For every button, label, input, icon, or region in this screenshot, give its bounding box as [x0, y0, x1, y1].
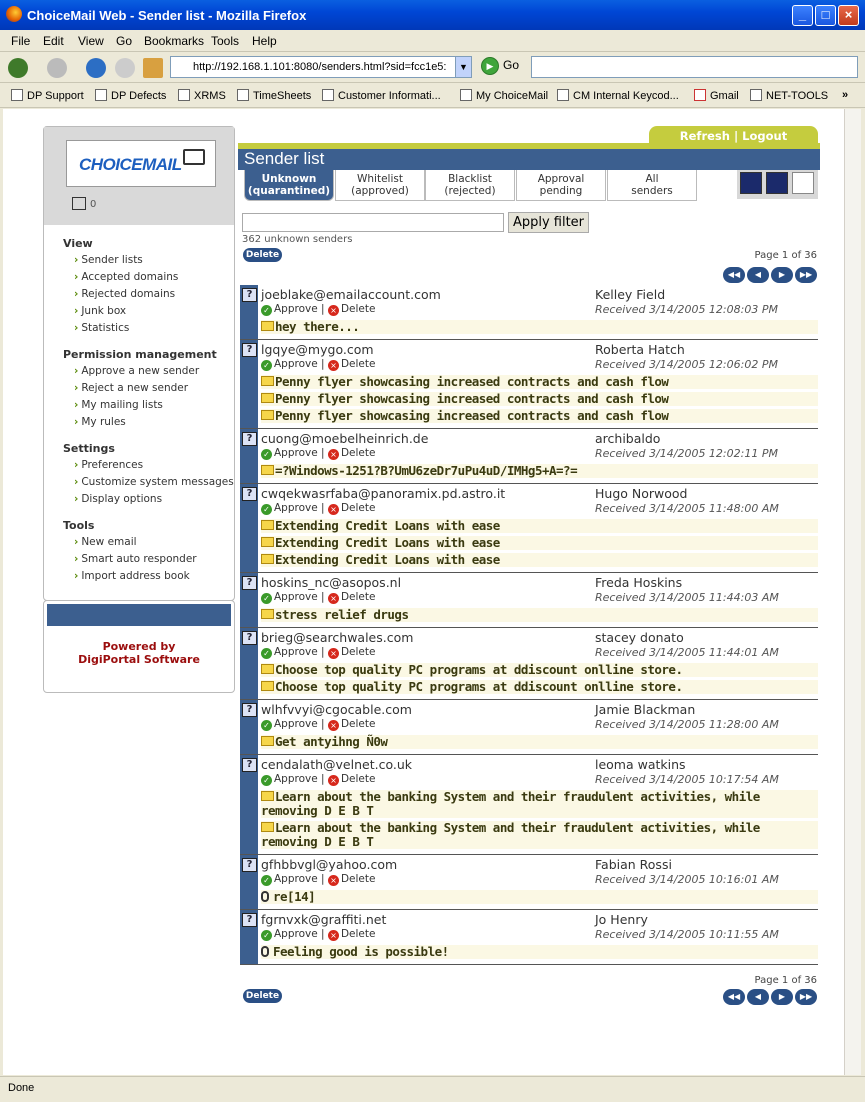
- sender-name: Roberta Hatch: [595, 342, 685, 357]
- bookmark-dp-support[interactable]: DP Support: [11, 89, 84, 102]
- page-info-top: Page 1 of 36: [754, 250, 817, 261]
- nav-import-address-book[interactable]: › Import address book: [74, 570, 190, 582]
- reload-icon[interactable]: [86, 58, 106, 78]
- powered-header-bar: [47, 604, 231, 626]
- delete-link[interactable]: Delete: [340, 358, 376, 370]
- envelope-icon: [261, 681, 274, 691]
- sender-email[interactable]: fgrnvxk@graffiti.net: [261, 912, 387, 927]
- forward-icon[interactable]: [47, 58, 67, 78]
- help-icon[interactable]: ?: [242, 758, 257, 772]
- sender-actions: [261, 718, 375, 731]
- prev-page-icon[interactable]: ◀: [747, 267, 769, 283]
- sender-entry: [240, 855, 818, 910]
- action-separator: |: [321, 718, 325, 730]
- nav-rejected-domains[interactable]: › Rejected domains: [74, 288, 175, 300]
- action-separator: |: [321, 646, 325, 658]
- last-page-icon[interactable]: ▶▶: [795, 267, 817, 283]
- tab-approval-pending[interactable]: Approval pending: [516, 170, 606, 201]
- action-separator: |: [321, 591, 325, 603]
- help-icon[interactable]: ?: [242, 432, 257, 446]
- message-subject[interactable]: Extending Credit Loans with ease: [261, 519, 818, 533]
- bookmark-customer-info[interactable]: Customer Informati...: [322, 89, 441, 102]
- sender-actions: [261, 591, 375, 604]
- help-icon[interactable]: ?: [242, 913, 257, 927]
- section-view: View: [63, 237, 93, 250]
- subject-list: [261, 464, 818, 481]
- approve-link[interactable]: Approve: [274, 773, 318, 785]
- sender-name: Jo Henry: [595, 912, 648, 927]
- address-bar[interactable]: [170, 56, 472, 78]
- envelope-icon: [261, 791, 274, 801]
- nav-my-mailing-lists[interactable]: › My mailing lists: [74, 399, 163, 411]
- logo-area: [44, 127, 234, 225]
- sender-name: Freda Hoskins: [595, 575, 683, 590]
- page-info-bottom: Page 1 of 36: [754, 975, 817, 986]
- message-subject[interactable]: Choose top quality PC programs at ddiscount onlline store.: [261, 663, 818, 677]
- attachment-icon: [261, 946, 269, 957]
- tab-unknown[interactable]: Unknown (quarantined): [244, 170, 334, 201]
- message-subject[interactable]: Choose top quality PC programs at ddiscount onlline store.: [261, 680, 818, 694]
- sender-actions: [261, 303, 375, 316]
- bookmarks-bar: [0, 84, 865, 108]
- bookmark-timesheets[interactable]: TimeSheets: [237, 89, 311, 102]
- delete-link[interactable]: Delete: [340, 646, 376, 658]
- sender-name: Kelley Field: [595, 287, 666, 302]
- message-subject[interactable]: Extending Credit Loans with ease: [261, 553, 818, 567]
- url-text: http://192.168.1.101:8080/senders.html?sid=fcc1e5:: [193, 61, 447, 73]
- delete-icon[interactable]: ×: [328, 504, 339, 515]
- delete-link[interactable]: Delete: [340, 718, 376, 730]
- sender-entry: [240, 573, 818, 628]
- approve-link[interactable]: Approve: [274, 502, 318, 514]
- envelope-icon: [261, 609, 274, 619]
- firefox-icon: [6, 6, 22, 22]
- subject-list: [261, 735, 818, 752]
- choicemail-logo: [66, 140, 216, 187]
- help-icon[interactable]: ?: [242, 288, 257, 302]
- received-time: Received 3/14/2005 11:48:00 AM: [595, 502, 779, 515]
- delete-icon[interactable]: ×: [328, 775, 339, 786]
- delete-icon[interactable]: ×: [328, 449, 339, 460]
- bookmarks-overflow-icon[interactable]: »: [842, 89, 849, 101]
- tab-all-senders[interactable]: All senders: [607, 170, 697, 201]
- sidebar: [43, 126, 235, 601]
- sender-email[interactable]: cwqekwasrfaba@panoramix.pd.astro.it: [261, 486, 506, 501]
- bookmark-xrms[interactable]: XRMS: [178, 89, 226, 102]
- approve-icon[interactable]: ✓: [261, 593, 272, 604]
- approve-link[interactable]: Approve: [274, 591, 318, 603]
- url-dropdown-icon[interactable]: ▼: [455, 57, 471, 77]
- help-icon[interactable]: ?: [242, 631, 257, 645]
- subject-list: [261, 663, 818, 697]
- message-subject[interactable]: hey there...: [261, 320, 818, 334]
- mail-icon[interactable]: [766, 172, 788, 194]
- sender-email[interactable]: cuong@moebelheinrich.de: [261, 431, 429, 446]
- message-subject[interactable]: Penny flyer showcasing increased contracts and cash flow: [261, 392, 818, 406]
- help-icon[interactable]: ?: [242, 487, 257, 501]
- section-permission-management: Permission management: [63, 348, 217, 361]
- sender-actions: [261, 773, 375, 786]
- sender-actions: [261, 447, 375, 460]
- message-subject[interactable]: =?Windows-1251?B?UmU6zeDr7uPu4uD/IMHg5+A=?=: [261, 464, 818, 478]
- sender-email[interactable]: wlhfvvyi@cgocable.com: [261, 702, 412, 717]
- go-button[interactable]: [481, 57, 519, 75]
- sender-name: Jamie Blackman: [595, 702, 696, 717]
- sender-entry: [240, 628, 818, 700]
- received-time: Received 3/14/2005 11:44:01 AM: [595, 646, 779, 659]
- last-page-icon[interactable]: ▶▶: [795, 989, 817, 1005]
- help-icon[interactable]: ?: [242, 703, 257, 717]
- approve-link[interactable]: Approve: [274, 718, 318, 730]
- delete-icon[interactable]: ×: [328, 720, 339, 731]
- prev-page-icon[interactable]: ◀: [747, 989, 769, 1005]
- menu-go[interactable]: Go: [116, 34, 133, 48]
- refresh-logout-links[interactable]: Refresh | Logout: [649, 126, 818, 147]
- delete-link[interactable]: Delete: [340, 447, 376, 459]
- nav-display-options[interactable]: › Display options: [74, 493, 162, 505]
- approve-icon[interactable]: ✓: [261, 775, 272, 786]
- nav-preferences[interactable]: › Preferences: [74, 459, 143, 471]
- delete-link[interactable]: Delete: [340, 873, 376, 885]
- go-icon: ▶: [481, 57, 499, 75]
- envelope-icon: [183, 149, 205, 165]
- powered-by-box: [43, 600, 235, 693]
- sender-actions: [261, 358, 375, 371]
- delete-button-bottom[interactable]: Delete: [243, 989, 282, 1003]
- sender-entry: [240, 285, 818, 340]
- menu-file[interactable]: File: [11, 34, 31, 48]
- vertical-scrollbar[interactable]: [844, 109, 861, 1075]
- nav-statistics[interactable]: › Statistics: [74, 322, 129, 334]
- message-subject[interactable]: Learn about the banking System and their fraudulent activities, while removing D E B T: [261, 790, 818, 818]
- sender-name: Fabian Rossi: [595, 857, 672, 872]
- action-separator: |: [321, 928, 325, 940]
- filter-input[interactable]: [242, 213, 504, 232]
- approve-icon[interactable]: ✓: [261, 305, 272, 316]
- received-time: Received 3/14/2005 10:16:01 AM: [595, 873, 779, 886]
- nav-smart-auto-responder[interactable]: › Smart auto responder: [74, 553, 197, 565]
- received-time: Received 3/14/2005 12:02:11 PM: [595, 447, 778, 460]
- delete-button-top[interactable]: Delete: [243, 248, 282, 262]
- sender-count: 362 unknown senders: [242, 234, 353, 245]
- back-icon[interactable]: [8, 58, 28, 78]
- sender-name: Hugo Norwood: [595, 486, 688, 501]
- menu-bar: [0, 30, 865, 52]
- envelope-icon: [261, 537, 274, 547]
- powered-by-text[interactable]: Powered by DigiPortal Software: [78, 640, 200, 666]
- sender-actions: [261, 928, 375, 941]
- stop-icon[interactable]: [115, 58, 135, 78]
- envelope-icon: [261, 410, 274, 420]
- inbox-icon: [72, 197, 86, 210]
- delete-icon[interactable]: ×: [328, 930, 339, 941]
- window-titlebar: [0, 0, 865, 30]
- delete-icon[interactable]: ×: [328, 593, 339, 604]
- attachment-icon: [261, 891, 269, 902]
- menu-help[interactable]: Help: [252, 34, 277, 48]
- tab-whitelist[interactable]: Whitelist (approved): [335, 170, 425, 201]
- nav-accepted-domains[interactable]: › Accepted domains: [74, 271, 178, 283]
- envelope-icon: [261, 393, 274, 403]
- delete-icon[interactable]: ×: [328, 648, 339, 659]
- approve-icon[interactable]: ✓: [261, 875, 272, 886]
- subject-list: [261, 890, 818, 907]
- bookmark-icon: [750, 89, 762, 101]
- approve-icon[interactable]: ✓: [261, 504, 272, 515]
- sender-actions: [261, 873, 375, 886]
- first-page-icon[interactable]: ◀◀: [723, 267, 745, 283]
- delete-link[interactable]: Delete: [340, 303, 376, 315]
- delete-link[interactable]: Delete: [340, 591, 376, 603]
- search-icon[interactable]: [740, 172, 762, 194]
- sender-actions: [261, 502, 375, 515]
- sender-name: archibaldo: [595, 431, 661, 446]
- approve-link[interactable]: Approve: [274, 928, 318, 940]
- message-subject[interactable]: Extending Credit Loans with ease: [261, 536, 818, 550]
- bookmark-icon: [95, 89, 107, 101]
- window-title: ChoiceMail Web - Sender list - Mozilla Firefox: [27, 8, 307, 23]
- approve-icon[interactable]: ✓: [261, 360, 272, 371]
- page-title: Sender list: [238, 149, 820, 170]
- envelope-icon: [261, 736, 274, 746]
- nav-my-rules[interactable]: › My rules: [74, 416, 126, 428]
- bookmark-icon: [178, 89, 190, 101]
- sender-entry: [240, 484, 818, 573]
- sender-email[interactable]: lgqye@mygo.com: [261, 342, 374, 357]
- bookmark-icon: [237, 89, 249, 101]
- bookmark-icon: [460, 89, 472, 101]
- envelope-icon: [261, 465, 274, 475]
- approve-icon[interactable]: ✓: [261, 648, 272, 659]
- action-separator: |: [321, 447, 325, 459]
- delete-link[interactable]: Delete: [340, 502, 376, 514]
- nav-approve-new-sender[interactable]: › Approve a new sender: [74, 365, 199, 377]
- nav-new-email[interactable]: › New email: [74, 536, 137, 548]
- message-subject[interactable]: Penny flyer showcasing increased contracts and cash flow: [261, 375, 818, 389]
- gmail-icon: [694, 89, 706, 101]
- bookmark-icon: [322, 89, 334, 101]
- sender-email[interactable]: joeblake@emailaccount.com: [261, 287, 441, 302]
- status-text: Done: [8, 1082, 35, 1094]
- approve-icon[interactable]: ✓: [261, 930, 272, 941]
- subject-list: [261, 945, 818, 962]
- envelope-icon: [261, 822, 274, 832]
- approve-link[interactable]: Approve: [274, 358, 318, 370]
- next-page-icon[interactable]: ▶: [771, 267, 793, 283]
- search-box[interactable]: [531, 56, 858, 78]
- received-time: Received 3/14/2005 12:06:02 PM: [595, 358, 778, 371]
- message-subject[interactable]: Penny flyer showcasing increased contracts and cash flow: [261, 409, 818, 423]
- message-subject[interactable]: re[14]: [261, 890, 818, 904]
- tab-blacklist[interactable]: Blacklist (rejected): [425, 170, 515, 201]
- delete-icon[interactable]: ×: [328, 305, 339, 316]
- bookmark-gmail[interactable]: Gmail: [694, 89, 739, 102]
- message-subject[interactable]: Feeling good is possible!: [261, 945, 818, 959]
- action-separator: |: [321, 502, 325, 514]
- view-icon-group: [737, 170, 818, 199]
- message-count[interactable]: [72, 197, 96, 210]
- bookmark-cm-internal[interactable]: CM Internal Keycod...: [557, 89, 679, 102]
- approve-link[interactable]: Approve: [274, 303, 318, 315]
- sender-entry: [240, 755, 818, 855]
- document-icon[interactable]: [792, 172, 814, 194]
- status-bar: [0, 1076, 865, 1102]
- received-time: Received 3/14/2005 11:44:03 AM: [595, 591, 779, 604]
- minimize-button[interactable]: _: [792, 5, 813, 26]
- action-separator: |: [321, 873, 325, 885]
- bookmark-icon: [557, 89, 569, 101]
- action-separator: |: [321, 773, 325, 785]
- message-subject[interactable]: stress relief drugs: [261, 608, 818, 622]
- delete-link[interactable]: Delete: [340, 773, 376, 785]
- bookmark-my-choicemail[interactable]: My ChoiceMail: [460, 89, 548, 102]
- envelope-icon: [261, 321, 274, 331]
- subject-list: [261, 790, 818, 852]
- menu-tools[interactable]: Tools: [211, 34, 240, 48]
- envelope-icon: [261, 376, 274, 386]
- delete-icon[interactable]: ×: [328, 875, 339, 886]
- sender-list: [240, 285, 818, 965]
- go-label: Go: [503, 58, 520, 73]
- delete-icon[interactable]: ×: [328, 360, 339, 371]
- envelope-icon: [261, 554, 274, 564]
- nav-junk-box[interactable]: › Junk box: [74, 305, 126, 317]
- subject-list: [261, 320, 818, 337]
- section-settings: Settings: [63, 442, 115, 455]
- sender-actions: [261, 646, 375, 659]
- nav-reject-new-sender[interactable]: › Reject a new sender: [74, 382, 188, 394]
- bookmark-icon: [11, 89, 23, 101]
- sender-email[interactable]: cendalath@velnet.co.uk: [261, 757, 413, 772]
- page-content: [3, 109, 844, 1075]
- help-icon[interactable]: ?: [242, 576, 257, 590]
- nav-customize-system-messages[interactable]: › Customize system messages: [74, 476, 234, 488]
- envelope-icon: [261, 520, 274, 530]
- subject-list: [261, 375, 818, 426]
- section-tools: Tools: [63, 519, 95, 532]
- home-icon[interactable]: [143, 58, 163, 78]
- sender-entry: [240, 700, 818, 755]
- close-button[interactable]: ×: [838, 5, 859, 26]
- message-count-value: 0: [90, 199, 97, 210]
- bookmark-net-tools[interactable]: NET-TOOLS: [750, 89, 828, 102]
- envelope-icon: [261, 664, 274, 674]
- approve-link[interactable]: Approve: [274, 646, 318, 658]
- received-time: Received 3/14/2005 10:17:54 AM: [595, 773, 779, 786]
- subject-list: [261, 519, 818, 570]
- help-icon[interactable]: ?: [242, 858, 257, 872]
- approve-link[interactable]: Approve: [274, 447, 318, 459]
- sender-email[interactable]: gfhbbvgl@yahoo.com: [261, 857, 398, 872]
- apply-filter-button[interactable]: Apply filter: [508, 212, 589, 233]
- message-subject[interactable]: Get antyihng Ñ0w: [261, 735, 818, 749]
- action-separator: |: [321, 358, 325, 370]
- menu-edit[interactable]: Edit: [43, 34, 64, 48]
- help-icon[interactable]: ?: [242, 343, 257, 357]
- sender-entry: [240, 910, 818, 965]
- subject-list: [261, 608, 818, 625]
- approve-link[interactable]: Approve: [274, 873, 318, 885]
- menu-bookmarks[interactable]: Bookmarks: [144, 34, 205, 48]
- received-time: Received 3/14/2005 12:08:03 PM: [595, 303, 778, 316]
- sender-entry: [240, 429, 818, 484]
- maximize-button[interactable]: □: [815, 5, 836, 26]
- message-subject[interactable]: Learn about the banking System and their fraudulent activities, while removing D E B T: [261, 821, 818, 849]
- sender-name: stacey donato: [595, 630, 684, 645]
- received-time: Received 3/14/2005 11:28:00 AM: [595, 718, 779, 731]
- approve-icon[interactable]: ✓: [261, 720, 272, 731]
- sender-name: leoma watkins: [595, 757, 686, 772]
- logo-text: CHOICEMAIL: [79, 155, 182, 174]
- next-page-icon[interactable]: ▶: [771, 989, 793, 1005]
- first-page-icon[interactable]: ◀◀: [723, 989, 745, 1005]
- action-separator: |: [321, 303, 325, 315]
- sender-email[interactable]: brieg@searchwales.com: [261, 630, 414, 645]
- sender-email[interactable]: hoskins_nc@asopos.nl: [261, 575, 402, 590]
- approve-icon[interactable]: ✓: [261, 449, 272, 460]
- sender-entry: [240, 340, 818, 429]
- nav-sender-lists[interactable]: › Sender lists: [74, 254, 143, 266]
- delete-link[interactable]: Delete: [340, 928, 376, 940]
- received-time: Received 3/14/2005 10:11:55 AM: [595, 928, 779, 941]
- menu-view[interactable]: View: [78, 34, 104, 48]
- bookmark-dp-defects[interactable]: DP Defects: [95, 89, 166, 102]
